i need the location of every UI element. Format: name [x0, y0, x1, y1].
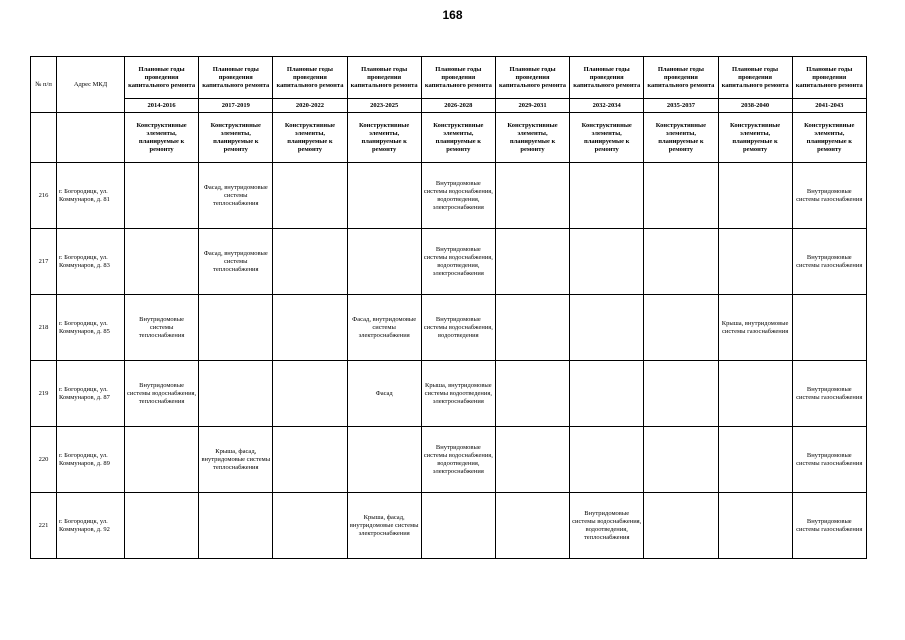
planned-years-header: Плановые годы проведения капитального ремонта — [125, 57, 199, 99]
table-cell: Внутридомовые системы газоснабжения — [792, 427, 866, 493]
table-cell — [570, 163, 644, 229]
row-number: 218 — [31, 295, 57, 361]
row-address: г. Богородицк, ул. Коммунаров, д. 85 — [57, 295, 125, 361]
table-cell — [125, 229, 199, 295]
table-cell — [273, 493, 347, 559]
table-cell — [199, 493, 273, 559]
table-cell — [347, 163, 421, 229]
table-cell — [570, 427, 644, 493]
period-header: 2029-2031 — [495, 99, 569, 113]
header-row-planned — [31, 57, 867, 99]
table-cell — [718, 493, 792, 559]
elements-header: Конструктивные элементы, планируемые к ремонту — [792, 113, 866, 163]
elements-header: Конструктивные элементы, планируемые к ремонту — [495, 113, 569, 163]
period-header: 2017-2019 — [199, 99, 273, 113]
table-cell — [644, 427, 718, 493]
table-cell — [644, 295, 718, 361]
row-number: 217 — [31, 229, 57, 295]
table-cell — [644, 493, 718, 559]
planned-years-header: Плановые годы проведения капитального ремонта — [199, 57, 273, 99]
elements-header: Конструктивные элементы, планируемые к ремонту — [644, 113, 718, 163]
table-cell: Внутридомовые системы водоснабжения, водоотведения — [421, 295, 495, 361]
table-cell: Крыша, внутридомовые системы водоотведения, электроснабжения — [421, 361, 495, 427]
table-cell — [273, 361, 347, 427]
table-cell: Крыша, внутридомовые системы газоснабжения — [718, 295, 792, 361]
row-number: 219 — [31, 361, 57, 427]
table-cell: Внутридомовые системы водоснабжения, водоотведения, теплоснабжения — [570, 493, 644, 559]
table-cell — [570, 295, 644, 361]
table-cell: Внутридомовые системы газоснабжения — [792, 229, 866, 295]
table-cell: Фасад, внутридомовые системы электроснабжения — [347, 295, 421, 361]
table-cell: Внутридомовые системы теплоснабжения — [125, 295, 199, 361]
planned-years-header: Плановые годы проведения капитального ремонта — [495, 57, 569, 99]
table-cell — [792, 295, 866, 361]
elements-header: Конструктивные элементы, планируемые к ремонту — [347, 113, 421, 163]
table-cell — [273, 229, 347, 295]
row-address: г. Богородицк, ул. Коммунаров, д. 81 — [57, 163, 125, 229]
table-cell: Внутридомовые системы водоснабжения, водоотведения, электроснабжения — [421, 163, 495, 229]
row-address: г. Богородицк, ул. Коммунаров, д. 92 — [57, 493, 125, 559]
table-cell: Внутридомовые системы водоснабжения, теплоснабжения — [125, 361, 199, 427]
table-cell — [644, 163, 718, 229]
table-cell — [273, 295, 347, 361]
table-cell — [199, 295, 273, 361]
table-cell: Фасад, внутридомовые системы теплоснабжения — [199, 163, 273, 229]
period-header: 2035-2037 — [644, 99, 718, 113]
table-cell — [718, 427, 792, 493]
row-address: г. Богородицк, ул. Коммунаров, д. 89 — [57, 427, 125, 493]
table-cell — [199, 361, 273, 427]
table-cell — [347, 229, 421, 295]
table-cell — [570, 361, 644, 427]
elements-header: Конструктивные элементы, планируемые к ремонту — [570, 113, 644, 163]
capital-repair-table — [30, 56, 867, 559]
table-cell: Внутридомовые системы водоснабжения, водоотведения, электроснабжения — [421, 427, 495, 493]
row-number: 220 — [31, 427, 57, 493]
table-row — [31, 295, 867, 361]
header-row-periods — [31, 99, 867, 113]
period-header: 2041-2043 — [792, 99, 866, 113]
period-header: 2014-2016 — [125, 99, 199, 113]
page-number: 168 — [442, 8, 463, 22]
table-cell — [644, 229, 718, 295]
period-header: 2026-2028 — [421, 99, 495, 113]
table-row — [31, 229, 867, 295]
table-cell — [718, 229, 792, 295]
table-cell: Внутридомовые системы газоснабжения — [792, 361, 866, 427]
planned-years-header: Плановые годы проведения капитального ремонта — [792, 57, 866, 99]
elements-header: Конструктивные элементы, планируемые к ремонту — [718, 113, 792, 163]
planned-years-header: Плановые годы проведения капитального ремонта — [421, 57, 495, 99]
table-cell: Фасад — [347, 361, 421, 427]
table-row — [31, 361, 867, 427]
elements-header: Конструктивные элементы, планируемые к ремонту — [273, 113, 347, 163]
table-cell — [347, 427, 421, 493]
table-cell — [718, 163, 792, 229]
planned-years-header: Плановые годы проведения капитального ремонта — [347, 57, 421, 99]
period-header: 2023-2025 — [347, 99, 421, 113]
period-header: 2032-2034 — [570, 99, 644, 113]
table-cell: Внутридомовые системы водоснабжения, водоотведения, электроснабжения — [421, 229, 495, 295]
table-cell: Внутридомовые системы газоснабжения — [792, 163, 866, 229]
table-cell — [421, 493, 495, 559]
row-address: г. Богородицк, ул. Коммунаров, д. 83 — [57, 229, 125, 295]
table-cell — [495, 295, 569, 361]
table-cell — [495, 493, 569, 559]
table-row — [31, 427, 867, 493]
table-row — [31, 163, 867, 229]
table-cell: Фасад, внутридомовые системы теплоснабжения — [199, 229, 273, 295]
table-cell: Крыша, фасад, внутридомовые системы электроснабжения — [347, 493, 421, 559]
num-header: № п/п — [31, 57, 57, 113]
table-cell — [273, 163, 347, 229]
elements-header: Конструктивные элементы, планируемые к ремонту — [199, 113, 273, 163]
table-cell — [718, 361, 792, 427]
planned-years-header: Плановые годы проведения капитального ремонта — [570, 57, 644, 99]
table-cell — [495, 163, 569, 229]
table-cell — [495, 361, 569, 427]
table-cell — [644, 361, 718, 427]
planned-years-header: Плановые годы проведения капитального ремонта — [273, 57, 347, 99]
period-header: 2038-2040 — [718, 99, 792, 113]
planned-years-header: Плановые годы проведения капитального ремонта — [644, 57, 718, 99]
period-header: 2020-2022 — [273, 99, 347, 113]
address-header: Адрес МКД — [57, 57, 125, 113]
table-row — [31, 493, 867, 559]
table-cell — [273, 427, 347, 493]
elements-header: Конструктивные элементы, планируемые к ремонту — [421, 113, 495, 163]
elements-header: Конструктивные элементы, планируемые к ремонту — [125, 113, 199, 163]
table-cell — [495, 229, 569, 295]
table-cell — [495, 427, 569, 493]
table-cell — [125, 163, 199, 229]
row-number: 221 — [31, 493, 57, 559]
table-cell — [125, 493, 199, 559]
planned-years-header: Плановые годы проведения капитального ремонта — [718, 57, 792, 99]
table-cell — [125, 427, 199, 493]
row-number: 216 — [31, 163, 57, 229]
table-body — [31, 163, 867, 559]
header-row-elements — [31, 113, 867, 163]
row-address: г. Богородицк, ул. Коммунаров, д. 87 — [57, 361, 125, 427]
table-cell: Крыша, фасад, внутридомовые системы теплоснабжения — [199, 427, 273, 493]
table-cell — [570, 229, 644, 295]
table-cell: Внутридомовые системы газоснабжения — [792, 493, 866, 559]
